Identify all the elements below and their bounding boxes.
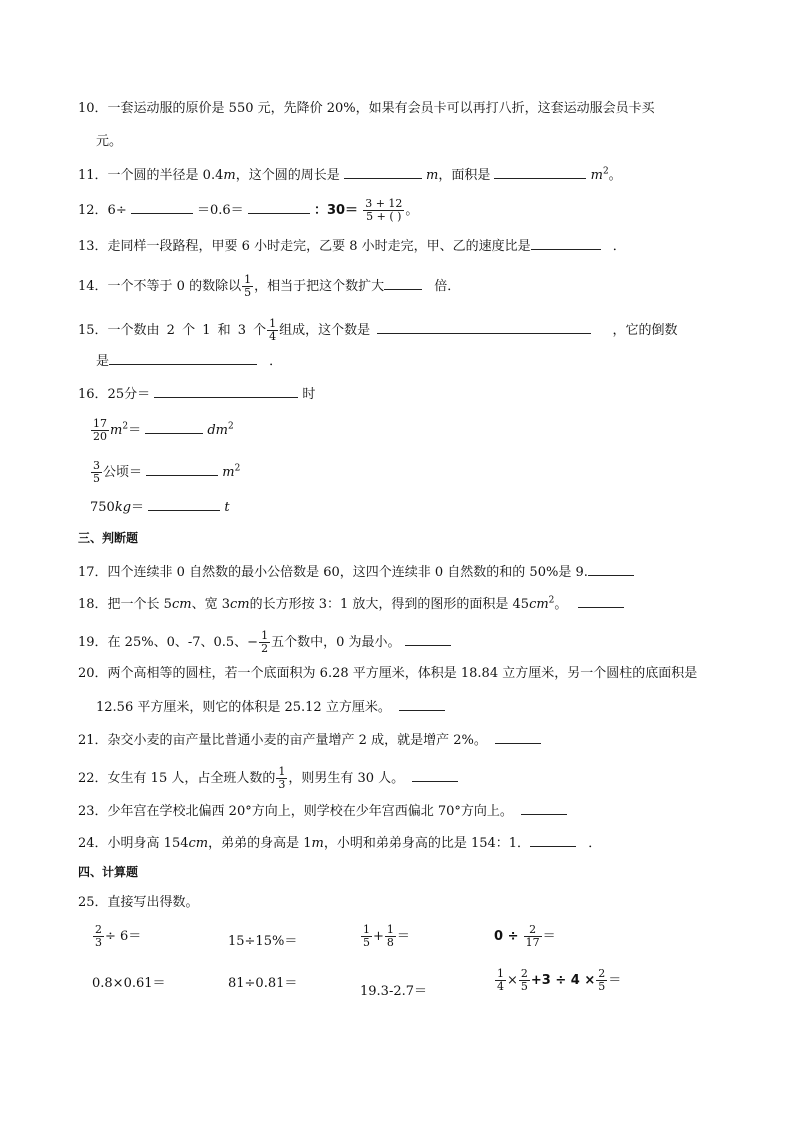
question-16-c: $\frac{3}{5}$ 公顷＝ $m^2$ (93, 459, 241, 485)
calc-item: $\frac{1}{4}$ × $\frac{2}{5}$ +3 ÷ 4 × $\frac{2}{5}$ ＝ (497, 967, 622, 993)
question-18: 18．把一个长 5cm、宽 3cm的长方形按 3：1 放大，得到的图形的面积是 $45cm^2$。 (78, 595, 624, 613)
question-16-a: 16．25分＝ 时 (78, 387, 316, 402)
answer-blank[interactable] (248, 201, 310, 214)
answer-blank[interactable] (154, 385, 298, 398)
answer-blank[interactable] (145, 421, 203, 434)
fraction: $\frac{1}{5}$ (363, 923, 370, 949)
answer-blank[interactable] (109, 352, 257, 365)
calc-item: $\frac{2}{3}$ ÷ 6＝ (95, 923, 142, 949)
answer-blank[interactable] (588, 563, 634, 576)
answer-blank[interactable] (531, 237, 601, 250)
fraction: $\frac{1}{2}$ (261, 629, 269, 655)
question-15-line1: 15．一个数由 2 个 1 和 3 个 $\frac{1}{4}$ 组成，这个数是 ，它的倒数 (78, 317, 678, 343)
answer-blank[interactable] (521, 802, 567, 815)
question-11: 11．一个圆的半径是 0.4m，这个圆的周长是 m，面积是 $m^2$。 (78, 166, 622, 183)
question-19: 19．在 25%、0、-7、0.5、− $\frac{1}{2}$ 五个数中，0 为最小。 (78, 630, 451, 655)
question-15-line2: 是 ． (96, 354, 283, 369)
answer-blank[interactable] (146, 463, 218, 476)
fraction: $\frac{2}{5}$ (598, 967, 606, 993)
answer-blank[interactable] (131, 201, 193, 214)
question-20-line1: 20．两个高相等的圆柱，若一个底面积为 6.28 平方厘米，体积是 18.84 立方厘米，另一个圆柱的底面积是 (78, 666, 698, 681)
answer-blank[interactable] (377, 321, 591, 334)
calc-item: 19.3-2.7＝ (360, 984, 428, 999)
answer-blank[interactable] (405, 633, 451, 646)
section-heading-judgment: 三、判断题 (78, 531, 139, 545)
question-17: 17．四个连续非 0 自然数的最小公倍数是 60，这四个连续非 0 自然数的和的 50%是 9. (78, 563, 634, 581)
fraction: $\frac{17}{20}$ (93, 417, 107, 443)
question-22: 22．女生有 15 人，占全班人数的 $\frac{1}{3}$ ，则男生有 30 人。 (78, 766, 458, 791)
answer-blank[interactable] (495, 731, 541, 744)
section-heading-calculation: 四、计算题 (78, 865, 139, 879)
answer-blank[interactable] (384, 277, 422, 290)
answer-blank[interactable] (530, 834, 576, 847)
fraction: $\frac{2}{3}$ (95, 923, 102, 949)
answer-blank[interactable] (412, 769, 458, 782)
question-16-b: $\frac{17}{20}$ $m^2= dm^2$ (93, 417, 234, 443)
fraction: $\frac{2}{5}$ (520, 967, 528, 993)
answer-blank[interactable] (578, 595, 624, 608)
fraction: $\frac{3}{5}$ (93, 459, 100, 485)
answer-blank[interactable] (344, 166, 422, 179)
question-10-line2: 元。 (96, 134, 123, 149)
fraction: $\frac{1}{4}$ (269, 317, 277, 343)
fraction: $\frac{1}{5}$ (244, 273, 252, 299)
calc-item: 0 ÷ $\frac{2}{17}$ ＝ (494, 923, 556, 949)
calc-item: 0.8×0.61＝ (92, 976, 166, 991)
question-21: 21．杂交小麦的亩产量比普通小麦的亩产量增产 2 成，就是增产 2%。 (78, 731, 541, 749)
fraction: $\frac{1}{8}$ (386, 923, 394, 949)
answer-blank[interactable] (494, 166, 586, 179)
question-10-line1: 10．一套运动服的原价是 550 元，先降价 20%，如果有会员卡可以再打八折，这套运动服会员卡买 (78, 101, 655, 116)
calc-item: 15÷15%＝ (228, 934, 298, 949)
fraction: $\frac{1}{4}$ (497, 967, 504, 993)
question-13: 13．走同样一段路程，甲要 6 小时走完，乙要 8 小时走完，甲、乙的速度比是 ． (78, 239, 626, 254)
question-24: 24．小明身高 154cm，弟弟的身高是 1m，小明和弟弟身高的比是 154：1． ． (78, 836, 602, 851)
question-23: 23．少年宫在学校北偏西 20°方向上，则学校在少年宫西偏北 70°方向上。 (78, 802, 567, 820)
question-25-title: 25．直接写出得数。 (78, 895, 199, 910)
fraction: $\frac{2}{17}$ (525, 923, 540, 949)
answer-blank[interactable] (399, 698, 445, 711)
question-16-d: 750kg＝ t (90, 500, 230, 515)
question-12: 12．6÷ ＝0.6＝ ：30＝ $\frac{3 + 12}{5 + ( )}$ 。 (78, 197, 419, 223)
fraction: $\frac{1}{3}$ (278, 765, 286, 791)
question-20-line2: 12.56 平方厘米，则它的体积是 25.12 立方厘米。 (96, 698, 445, 716)
question-14: 14．一个不等于 0 的数除以 $\frac{1}{5}$ ，相当于把这个数扩大 倍． (78, 273, 461, 299)
calc-item: $\frac{1}{5}$ + $\frac{1}{8}$ ＝ (363, 923, 410, 949)
calc-item: 81÷0.81＝ (228, 976, 298, 991)
fraction: $\frac{3 + 12}{5 + ( )}$ (365, 197, 403, 223)
answer-blank[interactable] (148, 498, 220, 511)
